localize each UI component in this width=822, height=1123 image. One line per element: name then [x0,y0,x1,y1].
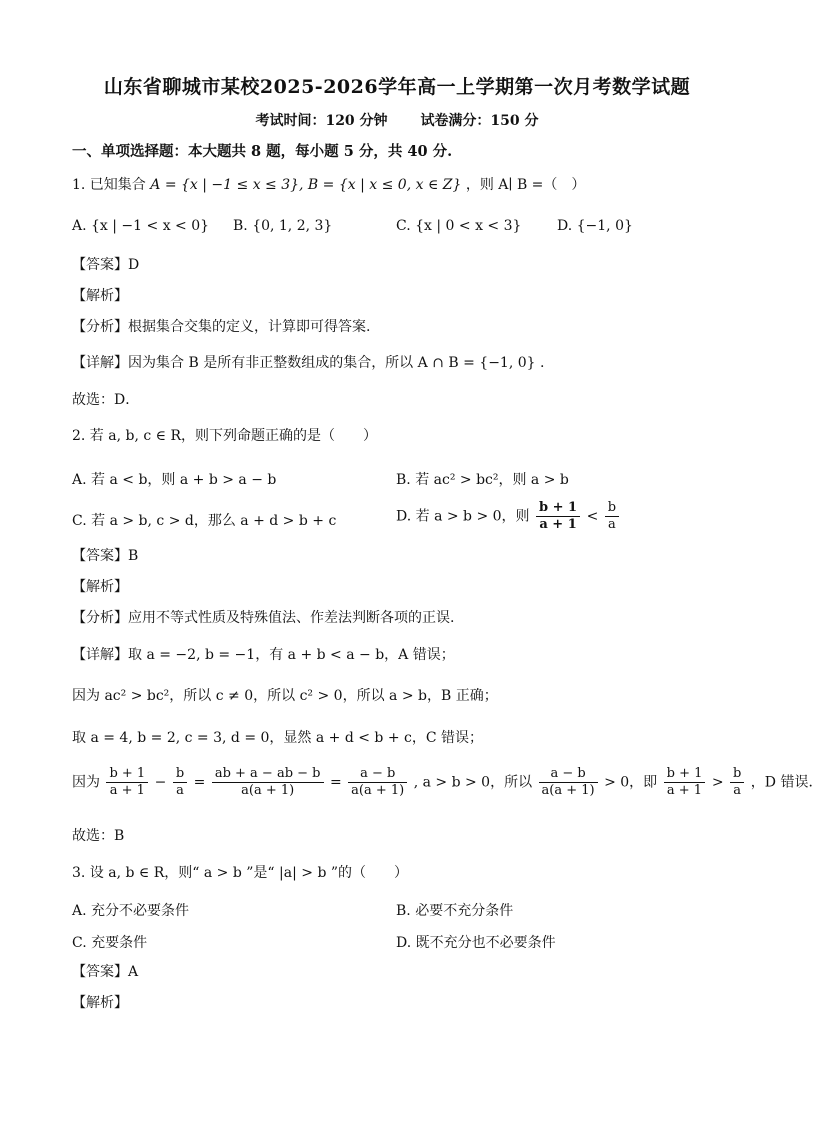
q1-answer: 【答案】D [72,257,140,273]
q2-option-d-frac-2: $\frac{b}{a}$ [605,500,619,533]
section-heading: 一、单项选择题：本大题共 8 题，每小题 5 分，共 40 分. [72,143,453,160]
q2-detail-2: 因为 ac² > bc²，所以 c ≠ 0，所以 c² > 0，所以 a > b，B 正确； [72,688,498,704]
q1-sets: A = {x | −1 ≤ x ≤ 3}, B = {x | x ≤ 0, x ∈ Z} [150,177,462,193]
q1-option-a: A. {x | −1 < x < 0} [72,218,210,234]
q2-detail-4: 因为 $\frac{b + 1}{a + 1}$ − $\frac{b}{a}$ = $\frac{ab + a - ab - b}{a(a + 1)}$ = $\frac{a - b}{a(a + 1)}$ , a > b > 0，所以 $\frac{a - b}{a(a + 1)}$ > 0，即 $\frac{b + 1}{a + 1}$ > $\frac{b}{a}$ ，D 错误． [72,766,822,798]
exam-title: 山东省聊城市某校2025-2026学年高一上学期第一次月考数学试题 [103,76,691,98]
q2-stem: 2. 若 a, b, c ∈ R，则下列命题正确的是（ ） [72,428,378,444]
q1-option-b: B. {0, 1, 2, 3} [233,218,333,234]
q2-detail-1: 【详解】取 a = −2, b = −1，有 a + b < a − b，A 错误； [72,647,455,663]
q2-option-d-frac-1: $\frac{b + 1}{a + 1}$ [536,500,580,533]
q3-option-a: A. 充分不必要条件 [72,903,190,919]
q2-answer: 【答案】B [72,548,139,564]
q1-option-d: D. {−1, 0} [557,218,633,234]
q3-answer: 【答案】A [72,964,139,980]
q3-option-d: D. 既不充分也不必要条件 [396,935,556,951]
q1-stem: 1. 已知集合 A = {x | −1 ≤ x ≤ 3}, B = {x | x ≤ 0, x ∈ Z} ，则 A∣ B =（ ） [72,177,586,193]
exam-info [0,110,794,130]
q3-option-b: B. 必要不充分条件 [396,903,514,919]
q2-fenxi: 【分析】应用不等式性质及特殊值法、作差法判断各项的正误. [72,610,455,626]
q2-analysis-label: 【解析】 [72,579,128,595]
q1-fenxi: 【分析】根据集合交集的定义，计算即可得答案. [72,319,371,335]
q2-choose: 故选：B [72,828,125,844]
q2-option-d: D. 若 a > b > 0，则 $\frac{b + 1}{a + 1}$ < $\frac{b}{a}$ [396,500,621,533]
q1-detail: 【详解】因为集合 B 是所有非正整数组成的集合，所以 A ∩ B = {−1, 0} . [72,355,545,371]
q2-option-c: C. 若 a > b, c > d，那么 a + d > b + c [72,513,337,529]
q2-option-b: B. 若 ac² > bc²，则 a > b [396,472,569,488]
q1-option-c: C. {x | 0 < x < 3} [396,218,522,234]
q1-analysis-label: 【解析】 [72,288,128,304]
q3-option-c: C. 充要条件 [72,935,148,951]
exam-time: 考试时间：120 分钟 [255,113,388,129]
q3-stem: 3. 设 a, b ∈ R，则“ a > b ”是“ |a| > b ”的（ ） [72,865,409,881]
q2-option-a: A. 若 a < b，则 a + b > a − b [72,472,277,488]
exam-score: 试卷满分：150 分 [420,113,539,129]
q1-choose: 故选：D． [72,392,140,408]
q3-analysis-label: 【解析】 [72,995,128,1011]
q2-detail-3: 取 a = 4, b = 2, c = 3, d = 0，显然 a + d < b + c，C 错误； [72,730,484,746]
